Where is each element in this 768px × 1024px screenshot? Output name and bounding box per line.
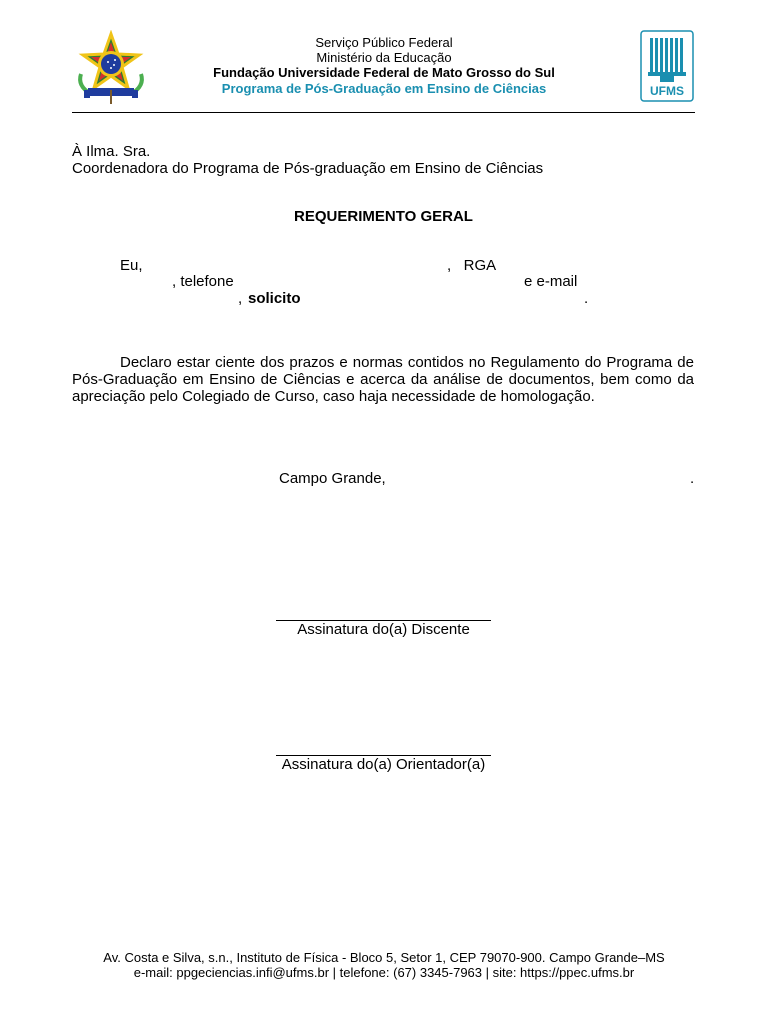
request-eu: Eu, (120, 257, 143, 274)
request-period: . (584, 290, 589, 307)
logo-text: UFMS (650, 84, 684, 98)
header-program-line: Programa de Pós-Graduação em Ensino de Ciências (221, 81, 547, 96)
document-title: REQUERIMENTO GERAL (294, 208, 473, 225)
header-service-line: Serviço Público Federal (315, 35, 453, 50)
request-telefone: , telefone (172, 273, 234, 290)
request-rga: , RGA (447, 257, 497, 274)
footer-contact: e-mail: ppgeciencias.infi@ufms.br | telefone: (67) 3345-7963 | site: https://ppec.ufms.br (133, 965, 635, 980)
header-university-line: Fundação Universidade Federal de Mato Grosso do Sul (213, 65, 555, 80)
request-solicito: solicito (248, 290, 301, 307)
request-email: e e-mail (524, 273, 578, 290)
header-ministry-line: Ministério da Educação (316, 50, 452, 65)
salutation: À Ilma. Sra. (72, 143, 151, 160)
place-city: Campo Grande, (279, 470, 386, 487)
brazil-coat-of-arms-icon (72, 30, 150, 104)
place-period: . (690, 470, 695, 487)
ufms-logo-icon (640, 30, 694, 102)
recipient: Coordenadora do Programa de Pós-graduação em Ensino de Ciências (72, 160, 544, 177)
advisor-signature-label: Assinatura do(a) Orientador(a) (281, 756, 486, 773)
header-divider (72, 112, 695, 113)
request-comma: , (238, 290, 243, 307)
declaration-paragraph: Declaro estar ciente dos prazos e normas contidos no Regulamento do Programa de Pós-Graduação em Ensino de Ciências e acerca da análise de documentos, bem como da apreciação pelo Colegiado de Curso, caso haja necessidade de homologação. (72, 354, 694, 405)
student-signature-label: Assinatura do(a) Discente (297, 621, 470, 638)
footer-address: Av. Costa e Silva, s.n., Instituto de Física - Bloco 5, Setor 1, CEP 79070-900. Campo Grande–MS (103, 950, 665, 965)
